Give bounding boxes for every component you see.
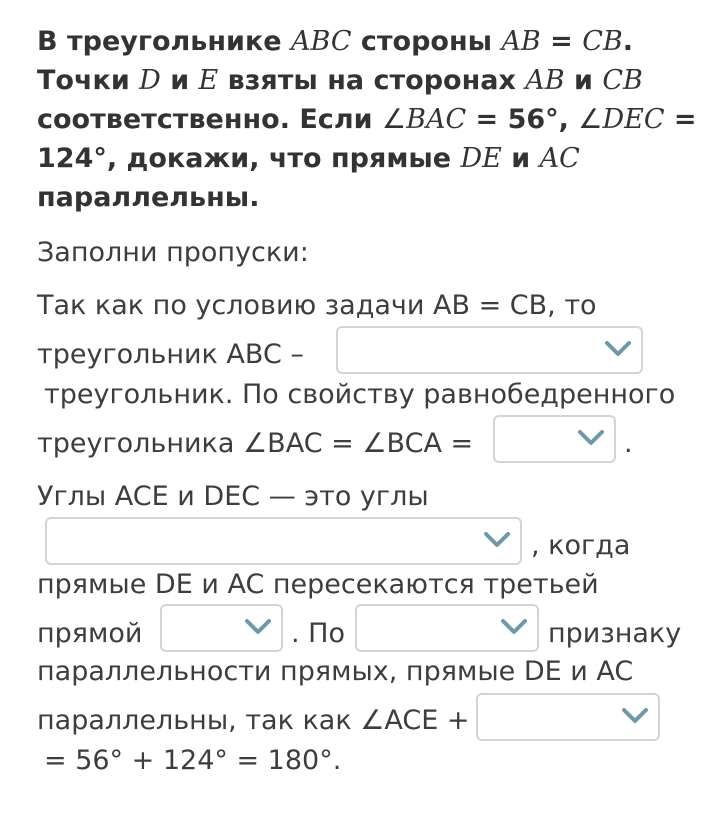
math-term: ABC bbox=[290, 26, 352, 57]
solution-line-7: прямые DE и AC пересекаются третьей bbox=[37, 569, 599, 600]
math-term: BAC bbox=[406, 104, 467, 135]
solution-line-9: параллельности прямых, прямые DE и AC bbox=[37, 656, 634, 687]
math-term: AB bbox=[501, 26, 541, 57]
question-fragment: = 56°, bbox=[466, 104, 579, 135]
dropdown-angle-sum[interactable] bbox=[476, 693, 660, 741]
solution-line-1: Так как по условию задачи AB = CB, то bbox=[37, 290, 597, 321]
math-term: AC bbox=[539, 143, 580, 174]
dropdown-angle-kind[interactable] bbox=[45, 517, 522, 565]
solution-line-2: треугольник ABC – bbox=[37, 339, 304, 370]
question-fragment: взяты на сторонах bbox=[218, 65, 526, 96]
question-fragment: соответственно. Если bbox=[37, 104, 382, 135]
math-term: AB bbox=[525, 65, 565, 96]
math-term: DE bbox=[460, 143, 502, 174]
dropdown-triangle-type[interactable] bbox=[336, 326, 643, 374]
solution-line-10: параллельны, так как ∠ACE + bbox=[37, 705, 470, 736]
chevron-down-icon bbox=[622, 708, 648, 724]
solution-line-3: треугольник. По свойству равнобедренного bbox=[44, 379, 676, 410]
math-term: E bbox=[198, 65, 219, 96]
math-term: CB bbox=[602, 65, 643, 96]
math-term: DEC bbox=[602, 104, 665, 135]
math-term: CB bbox=[582, 26, 623, 57]
dropdown-angle-value[interactable] bbox=[493, 415, 616, 463]
angle-symbol: ∠ bbox=[578, 104, 603, 135]
solution-line-11: = 56° + 124° = 180°. bbox=[44, 745, 342, 776]
question-fragment: = bbox=[540, 26, 583, 57]
chevron-down-icon bbox=[501, 619, 527, 635]
question-fragment: и bbox=[501, 143, 540, 174]
question-fragment: параллельны. bbox=[37, 182, 260, 213]
question-fragment: и bbox=[160, 65, 199, 96]
question-fragment: стороны bbox=[351, 26, 502, 57]
chevron-down-icon bbox=[605, 341, 631, 357]
period-text: . bbox=[624, 428, 633, 459]
solution-line-8c: признаку bbox=[548, 618, 682, 649]
chevron-down-icon bbox=[578, 430, 604, 446]
solution-line-8a: прямой bbox=[37, 618, 143, 649]
solution-line-5: Углы ACE и DEC — это углы bbox=[37, 481, 429, 512]
question-fragment: = 124°, докажи, что прямые bbox=[37, 104, 697, 174]
chevron-down-icon bbox=[484, 532, 510, 548]
solution-line-4: треугольника ∠BAC = ∠BCA = bbox=[37, 428, 474, 459]
solution-line-6: , когда bbox=[531, 530, 631, 561]
math-term: D bbox=[139, 65, 161, 96]
question-text bbox=[37, 22, 697, 217]
angle-symbol: ∠ bbox=[381, 104, 407, 135]
chevron-down-icon bbox=[245, 619, 271, 635]
question-fragment: . Точки bbox=[37, 26, 633, 96]
question-fragment: и bbox=[564, 65, 603, 96]
dropdown-criterion-number[interactable] bbox=[355, 604, 539, 652]
solution-line-8b: . По bbox=[291, 618, 345, 649]
instruction-text: Заполни пропуски: bbox=[37, 237, 309, 268]
question-fragment: В треугольнике bbox=[37, 26, 291, 57]
dropdown-line-type[interactable] bbox=[160, 604, 283, 652]
